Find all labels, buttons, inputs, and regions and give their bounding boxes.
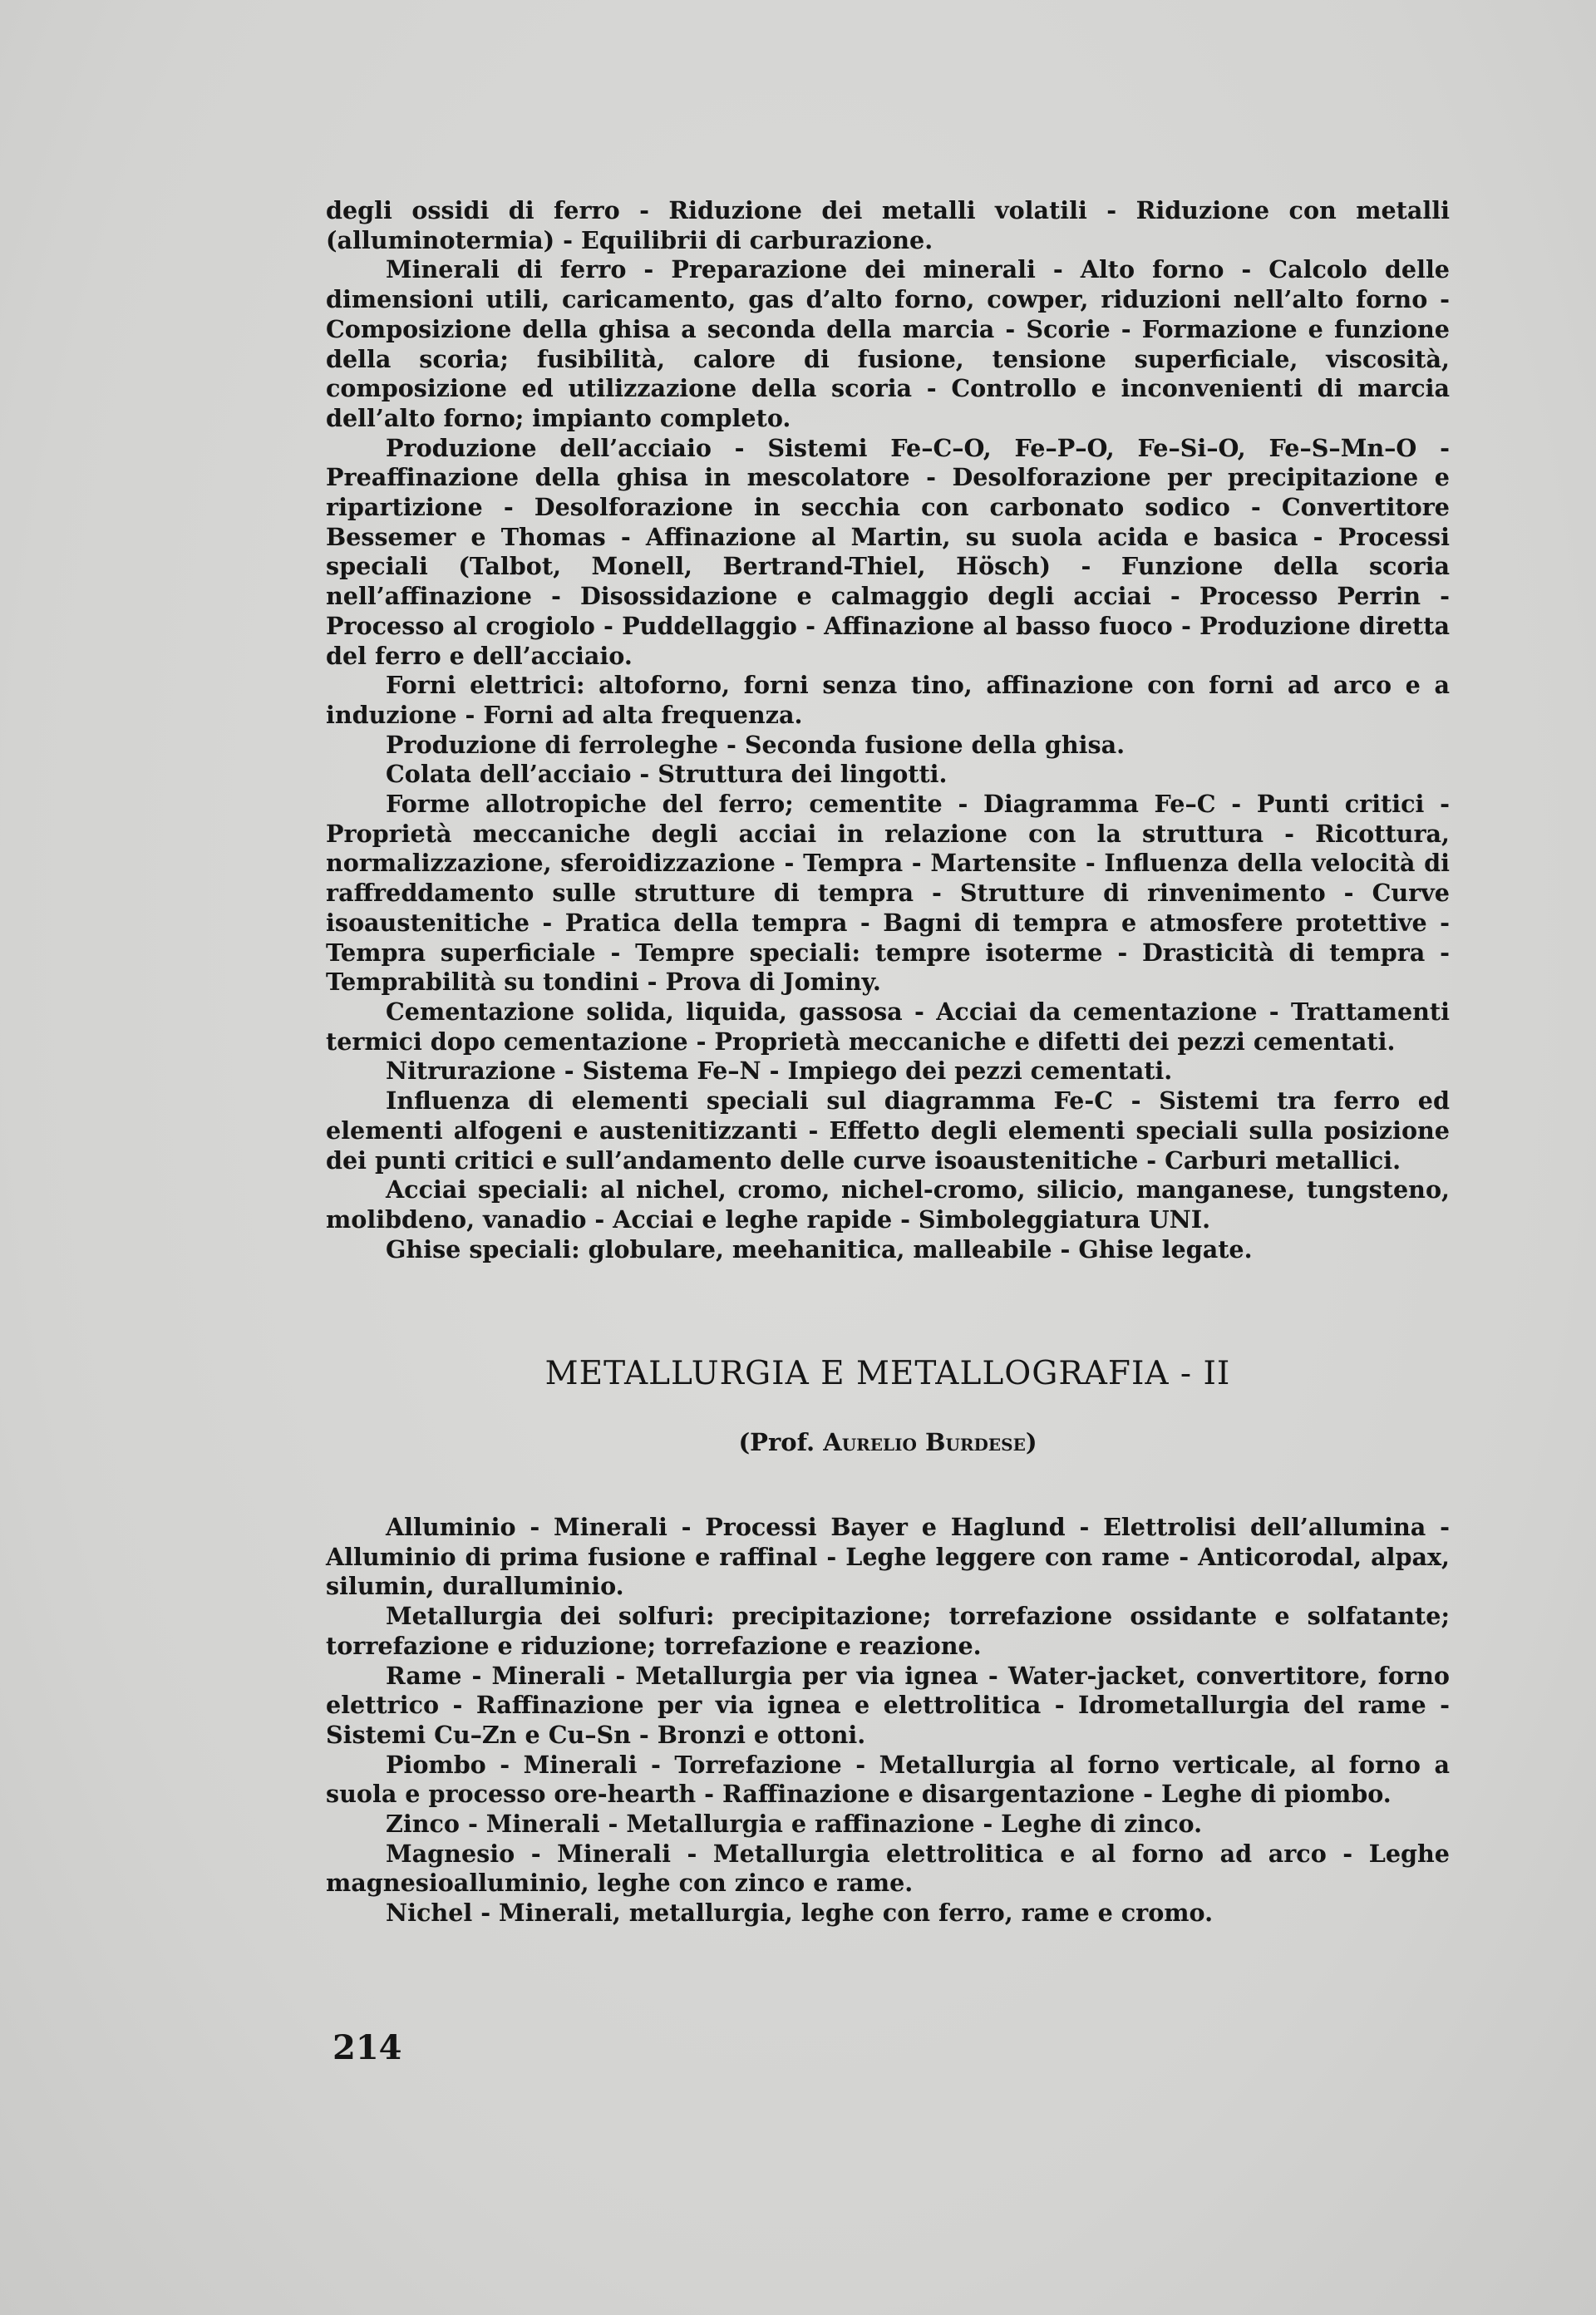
paragraph: Nitrurazione - Sistema Fe–N - Impiego dei pezzi cementati. xyxy=(386,1057,1173,1086)
paragraph: Magnesio - Minerali - Metallurgia elettrolitica e al forno ad arco - Leghe magnesioalluminio, leghe con zinco e rame. xyxy=(326,1839,1450,1898)
professor-name: Aurelio Burdese xyxy=(823,1428,1026,1456)
paragraph: Piombo - Minerali - Torrefazione - Metallurgia al forno verticale, al forno a suola e processo ore-hearth - Raffinazione e disargentazione - Leghe di piombo. xyxy=(326,1750,1450,1809)
course-description-continued xyxy=(326,196,1450,1264)
paragraph: Minerali di ferro - Preparazione dei minerali - Alto forno - Calcolo delle dimensioni utili, caricamento, gas d’alto forno, cowper, riduzioni nell’alto forno - Composizione della ghisa a seconda della marcia - Scorie - Formazione e funzione della scoria; fusibilità, calore di fusione, tensione superficiale, viscosità, composizione ed utilizzazione della scoria - Controllo e inconvenienti di marcia dell’alto forno; impianto completo. xyxy=(326,255,1450,432)
paragraph: degli ossidi di ferro - Riduzione dei metalli volatili - Riduzione con metalli (alluminotermia) - Equilibrii di carburazione. xyxy=(326,196,1450,254)
paragraph: Produzione di ferroleghe - Seconda fusione della ghisa. xyxy=(386,730,1126,759)
paragraph: Nichel - Minerali, metallurgia, leghe con ferro, rame e cromo. xyxy=(386,1899,1214,1928)
course-title: METALLURGIA E METALLOGRAFIA - II xyxy=(544,1355,1231,1392)
paragraph: Rame - Minerali - Metallurgia per via ignea - Water-jacket, convertitore, forno elettrico - Raffinazione per via ignea e elettrolitica - Idrometallurgia del rame - Sistemi Cu–Zn e Cu–Sn - Bronzi e ottoni. xyxy=(326,1661,1450,1749)
professor-prefix: (Prof. xyxy=(738,1428,824,1456)
paragraph: Colata dell’acciaio - Struttura dei lingotti. xyxy=(386,760,948,789)
paragraph: Alluminio - Minerali - Processi Bayer e Haglund - Elettrolisi dell’allumina - Alluminio di prima fusione e raffinal - Leghe leggere con rame - Anticorodal, alpax, silumin, duralluminio. xyxy=(326,1513,1450,1601)
course-description xyxy=(326,1513,1450,1928)
paragraph: Ghise speciali: globulare, meehanitica, malleabile - Ghise legate. xyxy=(386,1234,1253,1263)
professor-suffix: ) xyxy=(1025,1428,1037,1456)
paragraph: Forme allotropiche del ferro; cementite - Diagramma Fe–C - Punti critici - Proprietà meccaniche degli acciai in relazione con la struttura - Ricottura, normalizzazione, sferoidizzazione - Tempra - Martensite - Influenza della velocità di raffreddamento sulle strutture di tempra - Strutture di rinvenimento - Curve isoaustenitiche - Pratica della tempra - Bagni di tempra e atmosfere protettive - Tempra superficiale - Tempre speciali: tempre isoterme - Drasticità di tempra - Temprabilità su tondini - Prova di Jominy. xyxy=(326,790,1450,997)
paragraph: Zinco - Minerali - Metallurgia e raffinazione - Leghe di zinco. xyxy=(386,1810,1203,1839)
paragraph: Metallurgia dei solfuri: precipitazione; torrefazione ossidante e solfatante; torrefazione e riduzione; torrefazione e reazione. xyxy=(326,1602,1450,1660)
paragraph: Forni elettrici: altoforno, forni senza tino, affinazione con forni ad arco e a induzione - Forni ad alta frequenza. xyxy=(326,671,1450,729)
paragraph: Acciai speciali: al nichel, cromo, nichel-cromo, silicio, manganese, tungsteno, molibdeno, vanadio - Acciai e leghe rapide - Simboleggiatura UNI. xyxy=(326,1175,1450,1234)
professor-credit xyxy=(326,1428,1450,1456)
paragraph: Influenza di elementi speciali sul diagramma Fe-C - Sistemi tra ferro ed elementi alfogeni e austenitizzanti - Effetto degli elementi speciali sulla posizione dei punti critici e sull’andamento delle curve isoaustenitiche - Carburi metallici. xyxy=(326,1086,1450,1175)
paragraph: Cementazione solida, liquida, gassosa - Acciai da cementazione - Trattamenti termici dopo cementazione - Proprietà meccaniche e difetti dei pezzi cementati. xyxy=(326,997,1450,1056)
page-number: 214 xyxy=(332,2028,402,2067)
paragraph: Produzione dell’acciaio - Sistemi Fe–C–O, Fe–P–O, Fe–Si–O, Fe–S–Mn–O - Preaffinazione della ghisa in mescolatore - Desolforazione per precipitazione e ripartizione - Desolforazione in secchia con carbonato sodico - Convertitore Bessemer e Thomas - Affinazione al Martin, su suola acida e basica - Processi speciali (Talbot, Monell, Bertrand-Thiel, Hösch) - Funzione della scoria nell’affinazione - Disossidazione e calmaggio degli acciai - Processo Perrin - Processo al crogiolo - Puddellaggio - Affinazione al basso fuoco - Produzione diretta del ferro e dell’acciaio. xyxy=(326,433,1450,670)
